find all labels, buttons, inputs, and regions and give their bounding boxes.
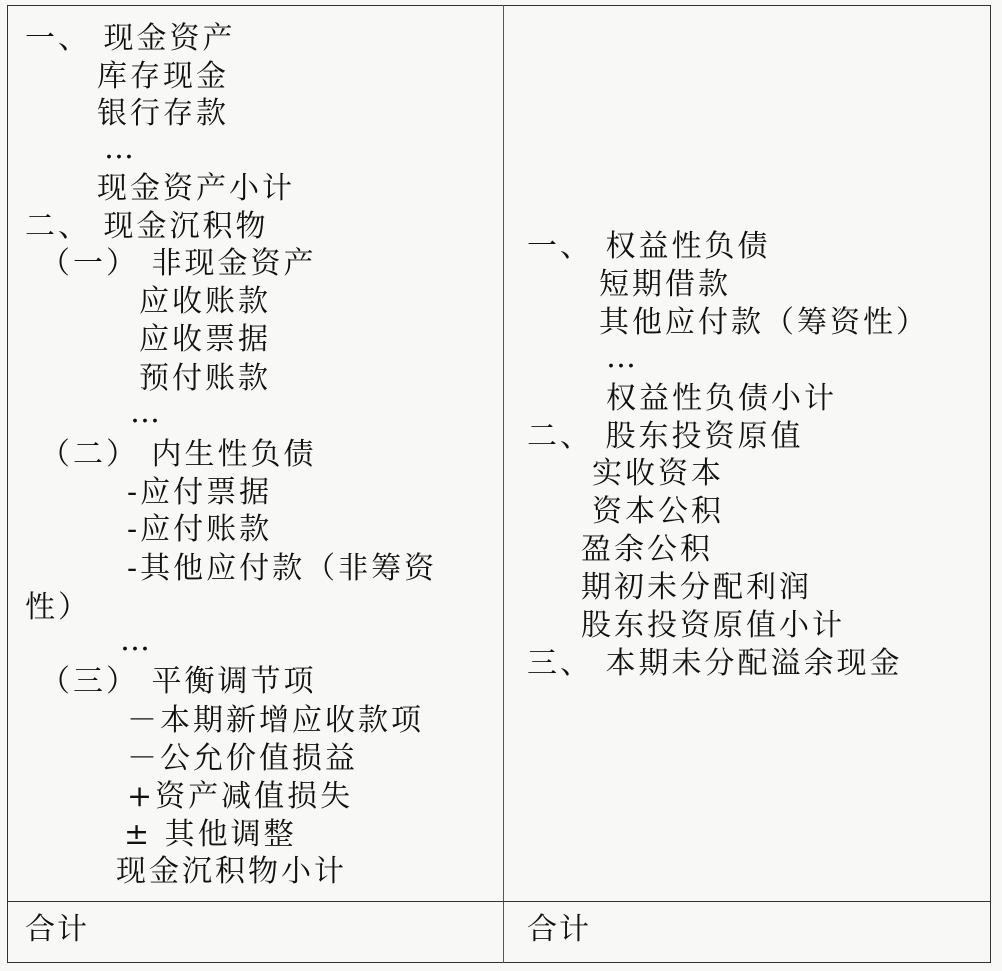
left-item: 库存现金 (97, 59, 229, 94)
left-item: （二） 内生性负债 (40, 437, 317, 472)
right-item: 权益性负债小计 (606, 381, 837, 416)
left-item: －本期新增应收款项 (127, 703, 424, 738)
right-item: … (606, 340, 639, 375)
left-item: 现金资产小计 (97, 171, 295, 206)
right-item: 资本公积 (592, 494, 724, 529)
right-item: 股东投资原值小计 (581, 608, 845, 643)
left-item: （三） 平衡调节项 (40, 664, 317, 699)
right-item: 期初未分配利润 (581, 570, 812, 605)
left-item: （一） 非现金资产 (40, 246, 317, 281)
left-total-label: 合计 (25, 912, 89, 947)
left-item: -其他应付款（非筹资 (127, 551, 438, 586)
right-item: 短期借款 (599, 267, 731, 302)
left-item: 应收票据 (139, 322, 271, 357)
left-item: … (130, 395, 163, 430)
right-item: 二、 股东投资原值 (527, 419, 804, 454)
column-divider (503, 5, 504, 963)
left-item: 二、 现金沉积物 (25, 209, 269, 244)
right-item: 三、 本期未分配溢余现金 (527, 646, 903, 681)
left-item: 预付账款 (139, 361, 271, 396)
left-item: … (104, 131, 137, 166)
left-item: 一、 现金资产 (25, 21, 236, 56)
left-item: －公允价值损益 (127, 741, 358, 776)
left-item: -应付账款 (127, 512, 273, 547)
right-item: 盈余公积 (581, 532, 713, 567)
right-item: 一、 权益性负债 (527, 229, 771, 264)
right-total-label: 合计 (527, 912, 591, 947)
left-item: 性） (25, 590, 91, 625)
right-item: 实收资本 (592, 456, 724, 491)
left-item: +资产减值损失 (127, 779, 354, 814)
left-item: ± 其他调整 (124, 817, 297, 852)
left-item: 应收账款 (139, 284, 271, 319)
right-item: 其他应付款（筹资性） (599, 305, 929, 340)
total-row-divider (7, 901, 991, 902)
left-item: -应付票据 (127, 475, 273, 510)
left-item: 银行存款 (97, 96, 229, 131)
left-item: … (120, 623, 153, 658)
left-item: 现金沉积物小计 (116, 854, 347, 889)
